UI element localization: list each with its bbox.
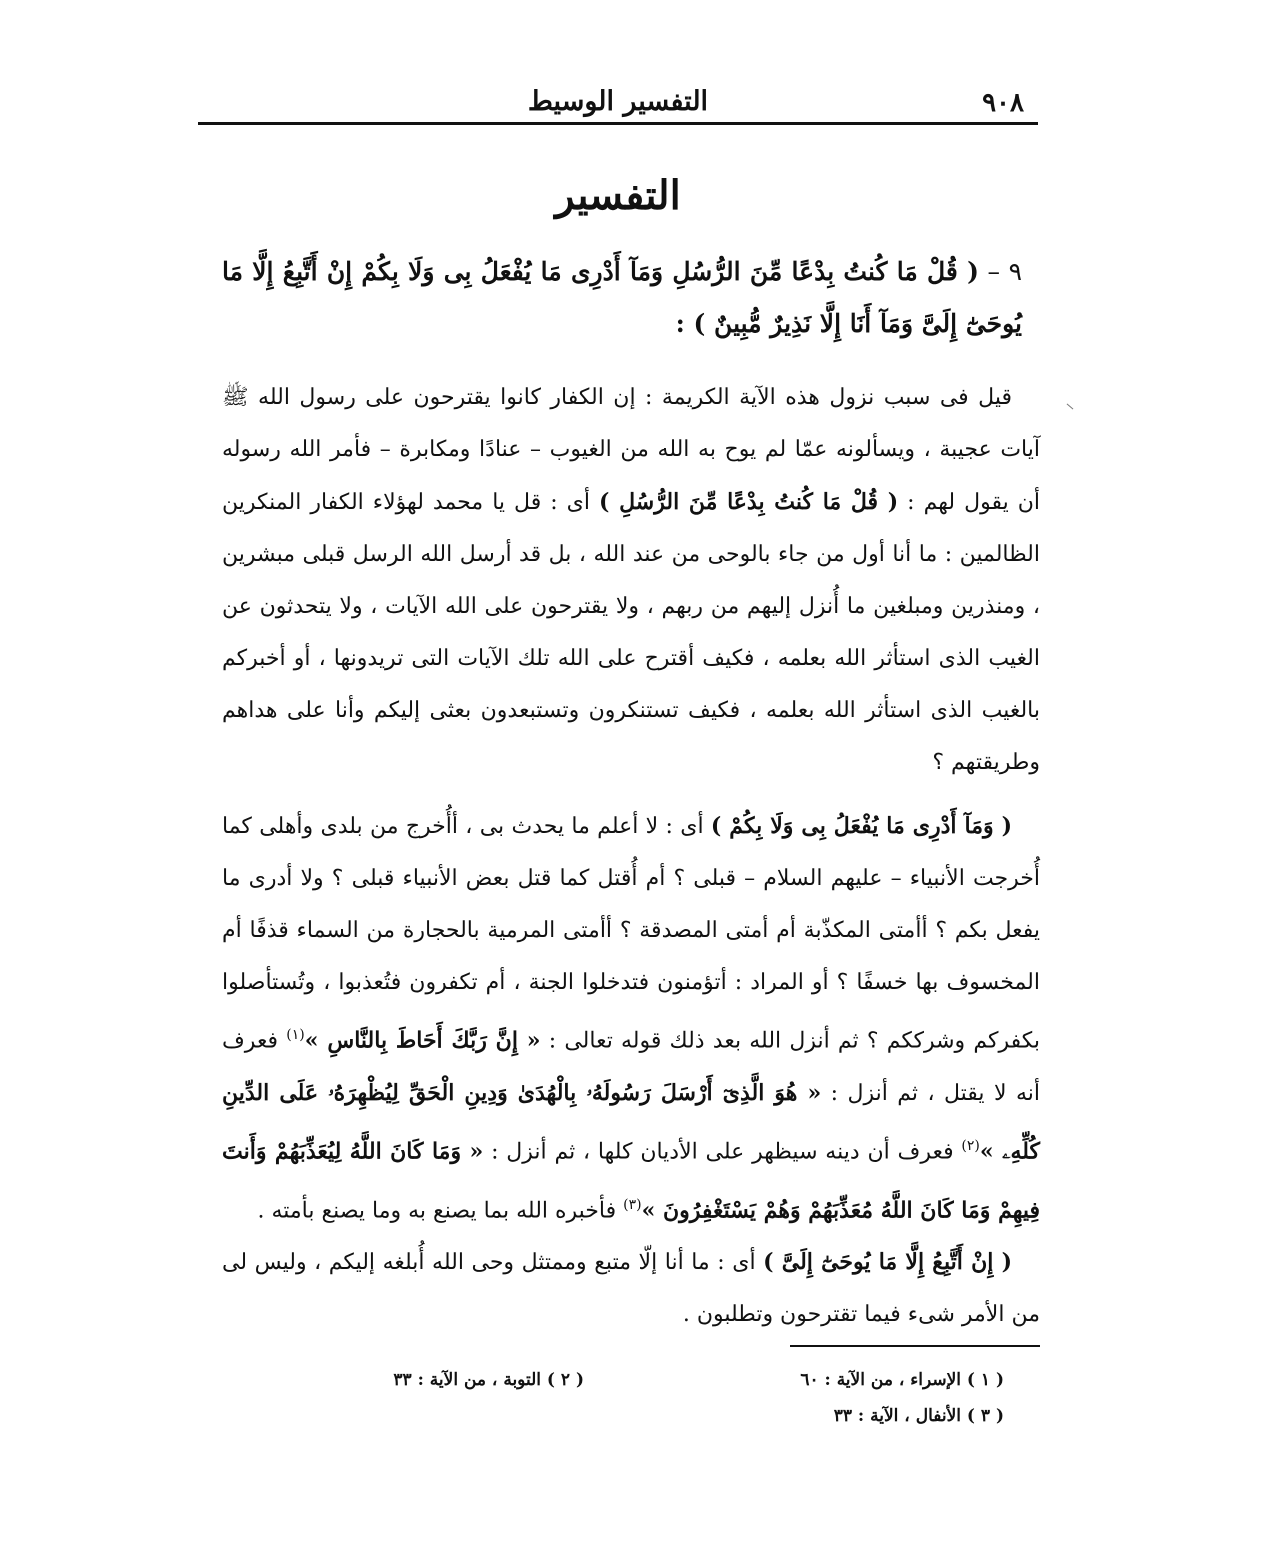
quran-quote: ( وَمَآ أَدْرِى مَا يُفْعَلُ بِى وَلَا بِكُمْ ) bbox=[710, 813, 1013, 839]
paragraph-text: فأخبره الله بما يصنع به وما يصنع بأمته . bbox=[257, 1197, 617, 1223]
footnote-ref: (٢) bbox=[961, 1138, 980, 1155]
page-number: ٩٠٨ bbox=[982, 88, 1024, 118]
quran-quote: « وَمَا كَانَ اللَّهُ لِيُعَذِّبَهُمْ وَأَنتَ فِيهِمْ وَمَا كَانَ اللَّهُ مُعَذِّبَهُمْ وَهُمْ يَسْتَغْفِرُونَ » bbox=[222, 1138, 1040, 1223]
running-title: التفسير الوسيط bbox=[527, 86, 709, 117]
verse-block bbox=[222, 246, 1022, 350]
verse-number: ٩ – bbox=[987, 257, 1022, 286]
footnote-ref: (٣) bbox=[623, 1196, 642, 1213]
footnote-ref: (١) bbox=[286, 1027, 305, 1043]
header-rule bbox=[198, 122, 1038, 125]
commentary-paragraph-1 bbox=[222, 372, 1040, 789]
verse-text: ( قُلْ مَا كُنتُ بِدْعًا مِّنَ الرُّسُلِ وَمَآ أَدْرِى مَا يُفْعَلُ بِى وَلَا بِكُمْ إِنْ أَتَّبِعُ إِلَّا مَا يُوحَىٰٓ إِلَىَّ وَمَآ أَنَا إِلَّا نَذِيرٌ مُّبِينٌ ) : bbox=[222, 257, 1022, 338]
paragraph-text: فعرف أنه لا يقتل ، ثم أنزل : bbox=[222, 1028, 1040, 1107]
scan-speck bbox=[1067, 404, 1074, 410]
commentary-paragraph-2 bbox=[222, 800, 1040, 1237]
quran-quote: « إِنَّ رَبَّكَ أَحَاطَ بِالنَّاسِ » bbox=[304, 1027, 541, 1054]
page-header bbox=[198, 80, 1038, 120]
paragraph-text: أى : قل يا محمد لهؤلاء الكفار المنكرين الظالمين : ما أنا أول من جاء بالوحى من عند الله ، بل قد أرسل الله الرسل قبلى مبشرين ، ومنذرين ومبلغين ما أُنزل إليهم من ربهم ، ولا يقترحون على الله الآيات ، ولا يتحدثون عن الغيب الذى استأثر الله بعلمه ، فكيف أقترح على الله تلك الآيات التى تريدونها ، أو أخبركم بالغيب الذى استأثر الله بعلمه ، فكيف تستنكرون وتستبعدون بعثى إليكم وأنا على هداهم وطريقتهم ؟ bbox=[222, 490, 1040, 775]
quran-quote: ( إِنْ أَتَّبِعُ إِلَّا مَا يُوحَىٰٓ إِلَىَّ ) bbox=[763, 1249, 1012, 1275]
paragraph-text: أى : لا أعلم ما يحدث بى ، أأُخرج من بلدى وأهلى كما أُخرجت الأنبياء – عليهم السلام – قبلى ؟ أم أُقتل كما قتل بعض الأنبياء قبلى ؟ ولا أدرى ما يفعل بكم ؟ أأمتى المكذّبة أم أمتى المصدقة ؟ أأمتى المرمية بالحجارة من السماء قذفًا أم المخسوف بها خسفًا ؟ أو المراد : أتؤمنون فتدخلوا الجنة ، أم تكفرون فتُعذبوا ، وتُستأصلوا بكفركم وشرككم ؟ ثم أنزل الله بعد ذلك قوله تعالى : bbox=[222, 814, 1040, 1054]
paragraph-text: أى : ما أنا إلّا متبع وممتثل وحى الله أُبلغه إليكم ، وليس لى من الأمر شىء فيما تقترحون وتطلبون . bbox=[222, 1250, 1040, 1327]
commentary-paragraph-3 bbox=[222, 1236, 1040, 1341]
quran-quote: « هُوَ الَّذِىٓ أَرْسَلَ رَسُولَهُۥ بِالْهُدَىٰ وَدِينِ الْحَقِّ لِيُظْهِرَهُۥ عَلَى الدِّينِ كُلِّهِۦ » bbox=[222, 1080, 1041, 1165]
quran-quote: ( قُلْ مَا كُنتُ بِدْعًا مِّنَ الرُّسُلِ ) bbox=[599, 489, 899, 515]
footnote-1: ( ١ ) الإسراء ، من الآية : ٦٠ bbox=[800, 1370, 1004, 1390]
footnote-3: ( ٣ ) الأنفال ، الآية : ٣٣ bbox=[833, 1406, 1004, 1426]
section-title: التفسير bbox=[555, 172, 681, 219]
paragraph-text: فعرف أن دينه سيظهر على الأديان كلها ، ثم أنزل : bbox=[491, 1139, 954, 1165]
footnote-rule bbox=[790, 1345, 1040, 1347]
paragraph-text: قيل فى سبب نزول هذه الآية الكريمة : إن الكفار كانوا يقترحون على رسول الله ﷺ آيات عجيبة ، ويسألونه عمّا لم يوح به الله من الغيوب – عنادًا ومكابرة – فأمر الله رسوله أن يقول لهم : bbox=[222, 385, 1041, 515]
footnote-2: ( ٢ ) التوبة ، من الآية : ٣٣ bbox=[393, 1370, 584, 1390]
